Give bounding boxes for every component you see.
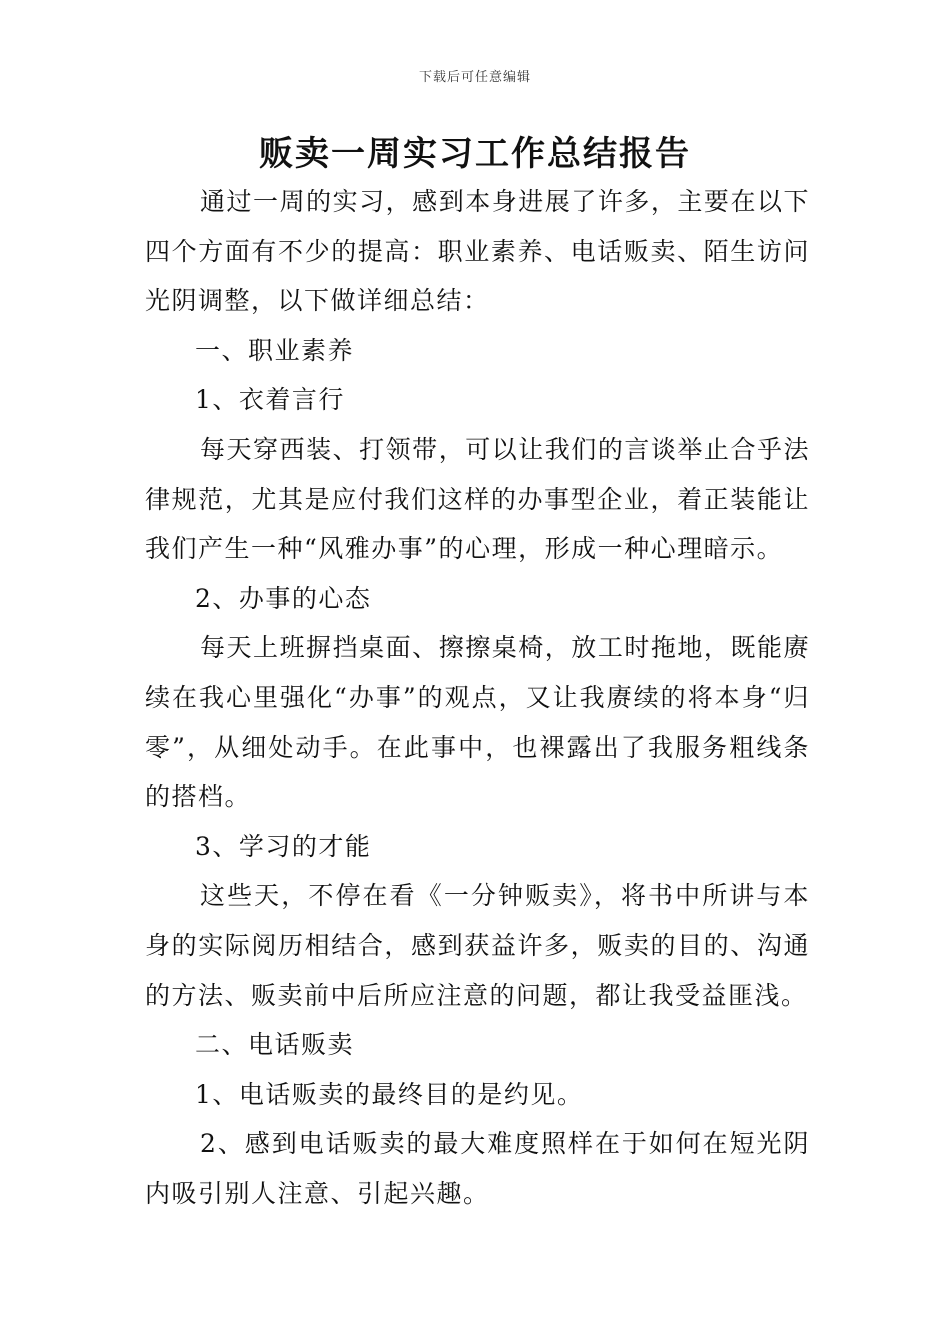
section-heading-professional-quality: 一、职业素养 (195, 335, 355, 365)
paragraph-phone-sales-goal: 1、电话贩卖的最终目的是约见。 (195, 1079, 584, 1109)
subheading-learning-ability: 3、学习的才能 (195, 831, 372, 861)
paragraph-attire: 每天穿西装、打领带，可以让我们的言谈举止合乎法律规范，尤其是应付我们这样的办事型企业，着正装能让我们产生一种“风雅办事”的心理，形成一种心理暗示。 (145, 434, 810, 564)
header-note: 下载后可任意编辑 (418, 70, 531, 85)
paragraph-learning: 这些天，不停在看《一分钟贩卖》，将书中所讲与本身的实际阅历相结合，感到获益许多，贩卖的目的、沟通的方法、贩卖前中后所应注意的问题，都让我受益匪浅。 (145, 881, 810, 1010)
paragraph-intro: 通过一周的实习，感到本身进展了许多，主要在以下四个方面有不少的提高：职业素养、电话贩卖、陌生访问光阴调整，以下做详细总结： (145, 187, 810, 316)
document-body (145, 177, 810, 1218)
paragraph-phone-sales-difficulty: 2、感到电话贩卖的最大难度照样在于如何在短光阴内吸引别人注意、引起兴趣。 (145, 1129, 810, 1208)
section-heading-phone-sales: 二、电话贩卖 (195, 1030, 355, 1060)
paragraph-mindset: 每天上班摒挡桌面、擦擦桌椅，放工时拖地，既能赓续在我心里强化“办事”的观点，又让我赓续的将本身“归零”，从细处动手。在此事中，也裸露出了我服务粗线条的搭档。 (145, 633, 810, 812)
subheading-service-mindset: 2、办事的心态 (195, 583, 372, 613)
subheading-attire-conduct: 1、衣着言行 (195, 385, 345, 415)
document-title: 贩卖一周实习工作总结报告 (259, 134, 691, 174)
